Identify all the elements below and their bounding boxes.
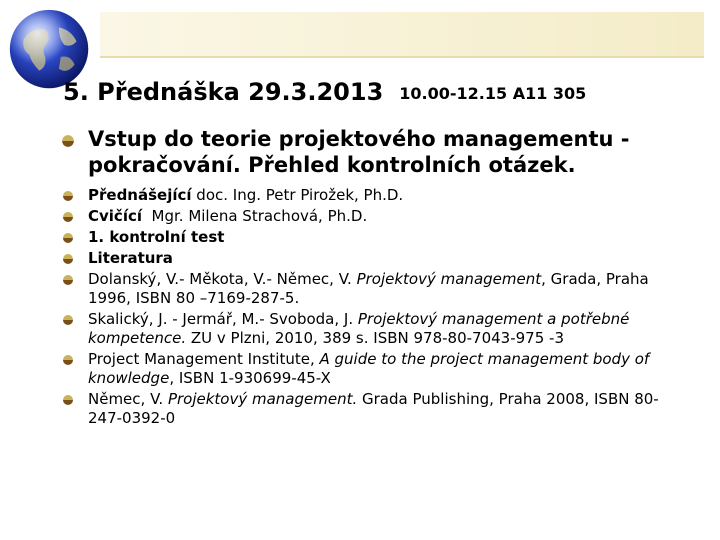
half-disc-bullet-icon: [61, 134, 75, 148]
half-disc-bullet-icon: [62, 211, 74, 223]
half-disc-bullet-icon: [62, 232, 74, 244]
item-label: Literatura: [88, 249, 173, 267]
item-label: 1. kontrolní test: [88, 228, 225, 246]
list-item: [58, 186, 678, 205]
literature-title: Projektový management a potřebné kompetence.: [88, 310, 630, 347]
item-label: Přednášející: [88, 186, 192, 204]
title-time: 10.00-12.15 A11 305: [399, 84, 587, 103]
literature-item: [58, 310, 678, 348]
literature-details: Grada Publishing, Praha 2008, ISBN 80-247-0392-0: [88, 390, 659, 427]
header-band: [100, 12, 704, 56]
literature-item: [58, 390, 678, 428]
half-disc-bullet-icon: [62, 394, 74, 406]
list-item: [58, 249, 678, 268]
slide-title: [63, 78, 586, 106]
main-bullet-item: [58, 126, 678, 178]
item-text: Mgr. Milena Strachová, Ph.D.: [142, 207, 368, 225]
item-text: doc. Ing. Petr Pirožek, Ph.D.: [191, 186, 404, 204]
list-item: [58, 228, 678, 247]
literature-title: Projektový management.: [167, 390, 358, 408]
literature-details: ZU v Plzni, 2010, 389 s. ISBN 978-80-7043-975 -3: [186, 329, 564, 347]
slide-content: [58, 126, 678, 430]
literature-title: Projektový management: [356, 270, 542, 288]
main-bullet-text: Vstup do teorie projektového managementu - pokračování. Přehled kontrolních otázek.: [88, 127, 630, 177]
literature-item: [58, 350, 678, 388]
title-text: 5. Přednáška 29.3.2013: [63, 78, 384, 106]
literature-authors: Němec, V.: [88, 390, 168, 408]
half-disc-bullet-icon: [62, 190, 74, 202]
literature-authors: Project Management Institute,: [88, 350, 320, 368]
half-disc-bullet-icon: [62, 314, 74, 326]
literature-details: , Grada, Praha 1996, ISBN 80 –7169-287-5.: [88, 270, 649, 307]
literature-title: A guide to the project management body of knowledge: [88, 350, 650, 387]
half-disc-bullet-icon: [62, 274, 74, 286]
half-disc-bullet-icon: [62, 253, 74, 265]
literature-details: , ISBN 1-930699-45-X: [169, 369, 331, 387]
literature-authors: Dolanský, V.- Měkota, V.- Němec, V.: [88, 270, 357, 288]
half-disc-bullet-icon: [62, 354, 74, 366]
item-label: Cvičící: [88, 207, 142, 225]
list-item: [58, 207, 678, 226]
literature-item: [58, 270, 678, 308]
literature-authors: Skalický, J. - Jermář, M.- Svoboda, J.: [88, 310, 358, 328]
header-rule: [100, 56, 704, 58]
